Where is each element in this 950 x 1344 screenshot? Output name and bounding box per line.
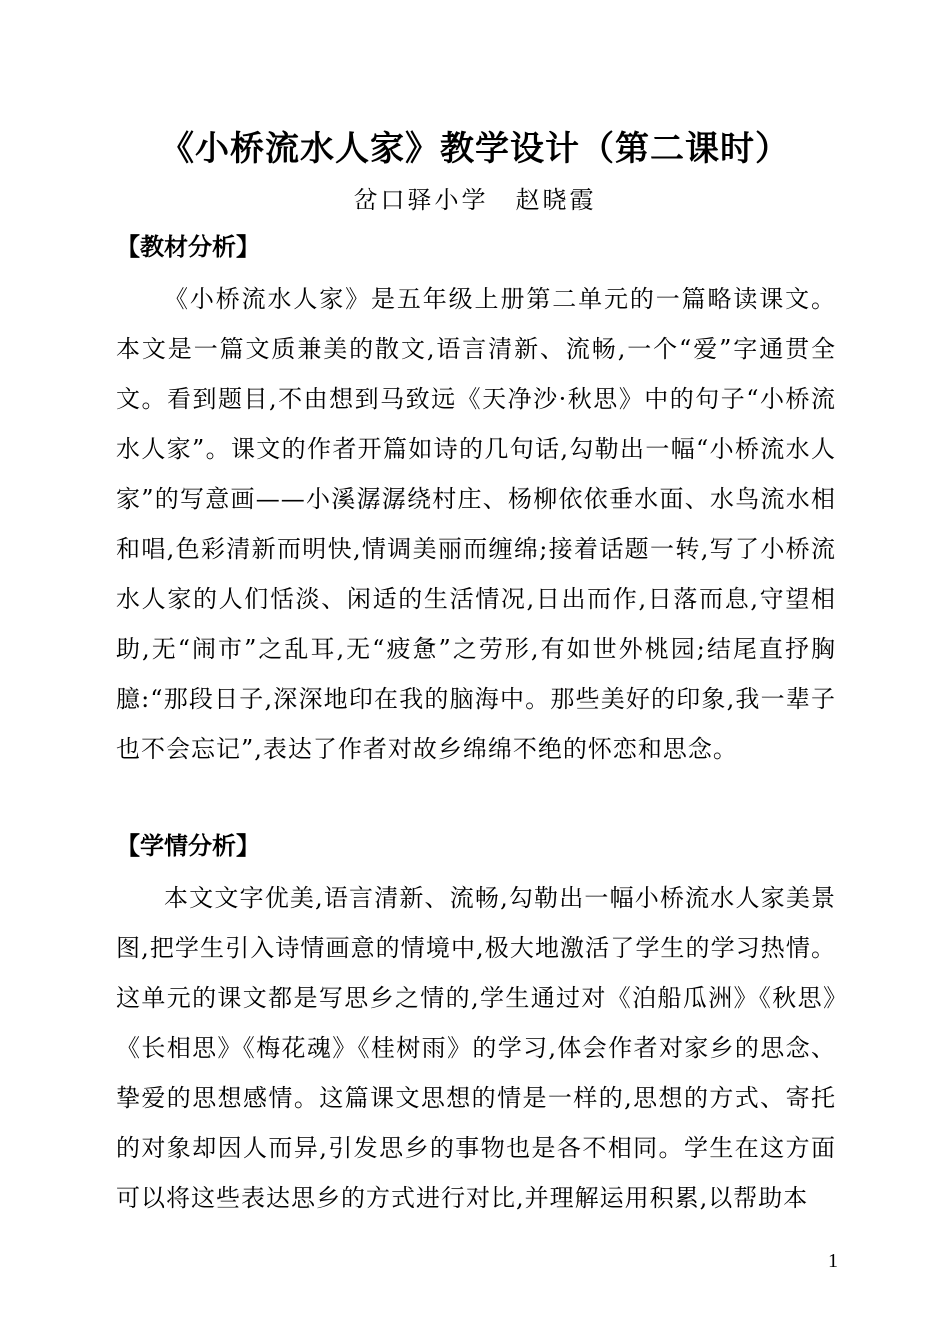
page-number: 1 [828,1250,838,1272]
document-title: 《小桥流水人家》教学设计（第二课时） [160,129,790,169]
paragraph-student-analysis: 本文文字优美,语言清新、流畅,勾勒出一幅小桥流水人家美景图,把学生引入诗情画意的情境中,极大地激活了学生的学习热情。这单元的课文都是写思乡之情的,学生通过对《泊船瓜洲》《秋思》《长相思》《梅花魂》《桂树雨》的学习,体会作者对家乡的思念、挚爱的思想感情。这篇课文思想的情是一样的,思想的方式、寄托的对象却因人而异,引发思乡的事物也是各不相同。学生在这方面可以将这些表达思乡的方式进行对比,并理解运用积累,以帮助本 [116,884,836,1212]
section-heading-student-analysis: 【学情分析】 [116,832,260,860]
paragraph-textbook-analysis: 《小桥流水人家》是五年级上册第二单元的一篇略读课文。本文是一篇文质兼美的散文,语言清新、流畅,一个“爱”字通贯全文。看到题目,不由想到马致远《天净沙·秋思》中的句子“小桥流水人家”。课文的作者开篇如诗的几句话,勾勒出一幅“小桥流水人家”的写意画——小溪潺潺绕村庄、杨柳依依垂水面、水鸟流水相和唱,色彩清新而明快,情调美丽而缠绵;接着话题一转,写了小桥流水人家的人们恬淡、闲适的生活情况,日出而作,日落而息,守望相助,无“闹市”之乱耳,无“疲惫”之劳形,有如世外桃园;结尾直抒胸臆:“那段日子,深深地印在我的脑海中。那些美好的印象,我一辈子也不会忘记”,表达了作者对故乡绵绵不绝的怀恋和思念。 [116,285,836,763]
section-heading-textbook-analysis: 【教材分析】 [116,233,260,261]
author-line: 岔口驿小学 赵晓霞 [353,186,597,214]
